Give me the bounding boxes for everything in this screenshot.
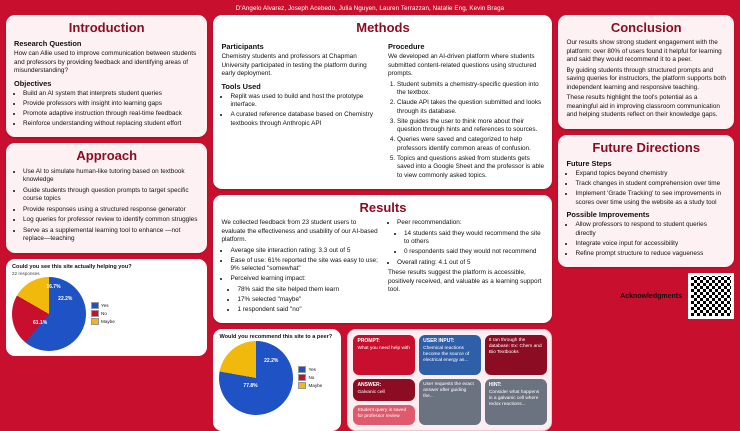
flow-node-body: Chemical reactions become the source of electrical energy as... bbox=[423, 345, 470, 363]
flow-node-heading: USER INPUT: bbox=[423, 338, 455, 345]
results-right-list bbox=[388, 219, 545, 228]
list-item: • Allow professors to respond to student queries directly bbox=[575, 221, 726, 238]
list-item: • Expand topics beyond chemistry bbox=[575, 170, 726, 179]
flow-node-body: User requests the exact answer after guiding the... bbox=[423, 382, 474, 400]
list-item: • Refine prompt structure to reduce vagueness bbox=[575, 250, 726, 259]
middle-column bbox=[213, 15, 552, 431]
research-question-label: Research Question bbox=[14, 39, 82, 49]
approach-section bbox=[6, 143, 207, 252]
list-item: 3. Site guides the user to think more about their question through hints and references to sources. bbox=[397, 118, 545, 135]
results-overall-list bbox=[388, 259, 545, 268]
possible-improvements-list bbox=[566, 221, 726, 258]
list-item: • Promote adaptive instruction through real-time feedback bbox=[23, 110, 199, 119]
flow-node-user-input bbox=[419, 335, 481, 375]
list-item: • Provide professors with insight into learning gaps bbox=[23, 100, 199, 109]
bottom-row bbox=[213, 329, 552, 431]
list-item: • Integrate voice input for accessibility bbox=[575, 240, 726, 249]
flow-node-prompt bbox=[353, 335, 415, 375]
tools-list bbox=[221, 93, 378, 129]
flow-column-2 bbox=[419, 335, 481, 425]
flow-node-body: Galvanic cell bbox=[357, 389, 385, 395]
methods-left bbox=[221, 39, 378, 182]
results-left-list bbox=[221, 247, 378, 284]
legend-item bbox=[298, 366, 322, 373]
legend-item bbox=[91, 310, 115, 317]
pie-label-no: 22.2% bbox=[58, 296, 73, 303]
list-item: 2. Claude API takes the question submitted and looks through its database. bbox=[397, 99, 545, 116]
flow-node-heading: ANSWER: bbox=[357, 382, 382, 389]
legend-label: Yes bbox=[308, 367, 316, 373]
results-section bbox=[213, 195, 552, 323]
chart-helping-you bbox=[6, 259, 207, 356]
conclusion-section bbox=[558, 15, 734, 129]
methods-section bbox=[213, 15, 552, 189]
introduction-section bbox=[6, 15, 207, 137]
legend-swatch-no bbox=[91, 310, 99, 317]
legend-label: No bbox=[308, 375, 315, 381]
chart-response-count: 22 responses bbox=[12, 270, 40, 276]
list-item: 4. Queries were saved and categorized to help professors identify common areas of confusion. bbox=[397, 136, 545, 153]
pie-legend-2 bbox=[298, 366, 322, 390]
results-intro: We collected feedback from 23 student users to evaluate the effectiveness and usability of our AI-based platform. bbox=[221, 219, 378, 244]
list-item: • 17% selected "maybe" bbox=[237, 296, 378, 305]
flow-node-body: It ran through the database: Ex: Chem and Bio Textbooks bbox=[488, 338, 542, 356]
participants-label: Participants bbox=[221, 42, 264, 52]
list-item: • 1 respondent said "no" bbox=[237, 306, 378, 315]
methods-columns bbox=[221, 39, 544, 182]
legend-item bbox=[91, 302, 115, 309]
list-item: • Overall rating: 4.1 out of 5 bbox=[397, 259, 545, 268]
qr-code-icon[interactable] bbox=[688, 273, 734, 319]
chart-recommend-peer bbox=[213, 329, 341, 431]
poster-columns bbox=[6, 15, 734, 431]
pie-label-yes: 61.1% bbox=[33, 319, 48, 326]
future-directions-section bbox=[558, 135, 734, 267]
legend-label: No bbox=[101, 310, 107, 316]
possible-improvements-label: Possible Improvements bbox=[566, 210, 650, 220]
flow-node-body: Student query is saved for professor review bbox=[357, 408, 407, 420]
future-steps-list bbox=[566, 170, 726, 207]
list-item: • Replit was used to build and host the prototype interface. bbox=[230, 93, 378, 110]
legend-swatch-yes bbox=[91, 302, 99, 309]
flow-node-database bbox=[485, 335, 547, 375]
conclusion-paragraph: These results highlight the tool's potential as a meaningful aid in improving classroom communication and helping students reflect on their knowledge gaps. bbox=[566, 94, 720, 119]
procedure-label: Procedure bbox=[387, 42, 425, 52]
list-item: • Track changes in student comprehension over time bbox=[575, 180, 726, 189]
flow-node-heading: PROMPT: bbox=[357, 338, 380, 345]
list-item: • Ease of use: 61% reported the site was easy to use; 9% selected "somewhat" bbox=[230, 257, 378, 274]
legend-item bbox=[298, 382, 322, 389]
list-item: • 78% said the site helped them learn bbox=[237, 286, 378, 295]
pie-chart-2 bbox=[219, 341, 335, 415]
pie-graphic bbox=[219, 341, 293, 415]
legend-item bbox=[91, 318, 115, 325]
list-item: • Build an AI system that interprets student queries bbox=[23, 90, 199, 99]
acknowledgments-section bbox=[558, 273, 734, 319]
author-list: D'Angelo Alvarez, Joseph Acebedo, Julia Nguyen, Lauren Terrazzan, Natalie Eng, Kevin Braga bbox=[235, 5, 505, 12]
flow-node-body: Consider what happens in a galvanic cell where redox reactions... bbox=[488, 389, 540, 407]
results-columns bbox=[221, 219, 544, 316]
workflow-diagram bbox=[347, 329, 552, 431]
legend-item bbox=[298, 374, 322, 381]
legend-swatch-maybe bbox=[91, 318, 99, 325]
list-item: • Peer recommendation: bbox=[397, 219, 545, 228]
results-right bbox=[388, 219, 545, 316]
list-item: 1. Student submits a chemistry-specific question into the textbox. bbox=[397, 81, 545, 98]
approach-list bbox=[14, 168, 199, 244]
list-item: • Guide students through question prompts to target specific course topics bbox=[23, 187, 199, 204]
legend-label: Maybe bbox=[101, 318, 115, 324]
flow-node-heading: HINT: bbox=[488, 382, 502, 389]
pie-graphic bbox=[12, 277, 86, 351]
pie-legend-1 bbox=[91, 302, 115, 326]
research-question-text: How can Allie used to improve communication between students and professors by providing feedback and identifying areas of misunderstanding? bbox=[14, 50, 197, 75]
legend-label: Maybe bbox=[308, 383, 323, 389]
pie-label-maybe: 16.7% bbox=[46, 284, 61, 291]
future-steps-label: Future Steps bbox=[566, 159, 612, 169]
participants-text: Chemistry students and professors at Chapman University participated in testing the platform during early deployment. bbox=[221, 53, 367, 78]
results-left-sublist bbox=[221, 286, 378, 315]
list-item: • 14 students said they would recommend the site to others bbox=[404, 230, 545, 247]
methods-right bbox=[388, 39, 545, 182]
results-title: Results bbox=[359, 200, 407, 216]
flow-node-saved-query bbox=[353, 405, 415, 425]
pie-chart-1 bbox=[12, 277, 201, 351]
right-column bbox=[558, 15, 734, 319]
acknowledgments-label: Acknowledgments bbox=[620, 292, 682, 300]
conclusion-paragraph: Our results show strong student engagement with the platform: over 80% of users found it helpful for learning and said they would recommend it to a peer. bbox=[566, 39, 722, 64]
legend-label: Yes bbox=[101, 302, 109, 308]
flow-node-hint bbox=[485, 379, 547, 425]
left-column bbox=[6, 15, 207, 356]
introduction-title: Introduction bbox=[68, 20, 145, 35]
flow-node-user-request bbox=[419, 379, 481, 425]
results-right-sublist bbox=[388, 230, 545, 257]
flow-node-body: What you need help with bbox=[357, 345, 410, 351]
methods-title: Methods bbox=[356, 20, 410, 35]
list-item: • Perceived learning impact: bbox=[230, 275, 378, 284]
list-item: • Average site interaction rating: 3.3 out of 5 bbox=[230, 247, 378, 256]
chart-title: Could you see this site actually helping you? bbox=[12, 263, 132, 270]
results-conclusion-note: These results suggest the platform is accessible, positively received, and valuable as a learning support tool. bbox=[387, 269, 542, 294]
pie-label-maybe: 22.2% bbox=[264, 357, 279, 364]
list-item: 5. Topics and questions asked from students gets saved into a Google Sheet and the professor is able to view commonly asked topics. bbox=[397, 155, 545, 181]
list-item: • A curated reference database based on Chemistry textbooks through Anthropic API bbox=[230, 111, 378, 128]
objectives-label: Objectives bbox=[14, 78, 52, 88]
chart-title: Would you recommend this site to a peer? bbox=[219, 334, 333, 341]
results-left bbox=[221, 219, 378, 316]
flow-node-answer bbox=[353, 379, 415, 401]
list-item: • 0 respondents said they would not recommend bbox=[404, 248, 545, 257]
legend-swatch-maybe bbox=[298, 382, 306, 389]
flow-column-3 bbox=[485, 335, 547, 425]
list-item: • Use AI to simulate human-like tutoring based on textbook knowledge bbox=[23, 168, 199, 185]
legend-swatch-no bbox=[298, 374, 306, 381]
list-item: • Log queries for professor review to identify common struggles bbox=[23, 216, 199, 225]
conclusion-title: Conclusion bbox=[610, 20, 682, 35]
procedure-intro: We developed an AI-driven platform where students submitted content-related questions using structured prompts. bbox=[387, 53, 537, 78]
procedure-steps bbox=[388, 81, 545, 181]
future-directions-title: Future Directions bbox=[592, 139, 701, 155]
list-item: • Reinforce understanding without replacing student effort bbox=[23, 120, 199, 129]
approach-title: Approach bbox=[76, 148, 138, 164]
objectives-list bbox=[14, 90, 199, 129]
pie-label-yes: 77.8% bbox=[243, 382, 258, 389]
tools-label: Tools Used bbox=[221, 81, 261, 91]
flow-column-1 bbox=[353, 335, 415, 425]
conclusion-paragraph: By guiding students through structured prompts and saving queries for instructors, the platform supports both independent learning and responsive teaching. bbox=[566, 66, 726, 91]
list-item: • Provide responses using a structured response generator bbox=[23, 206, 199, 215]
list-item: • Implement 'Grade Tracking' to see improvements in scores over time using the website as a study tool bbox=[575, 190, 726, 207]
legend-swatch-yes bbox=[298, 366, 306, 373]
list-item: • Serve as a supplemental learning tool to enhance —not replace—teaching bbox=[23, 227, 199, 244]
